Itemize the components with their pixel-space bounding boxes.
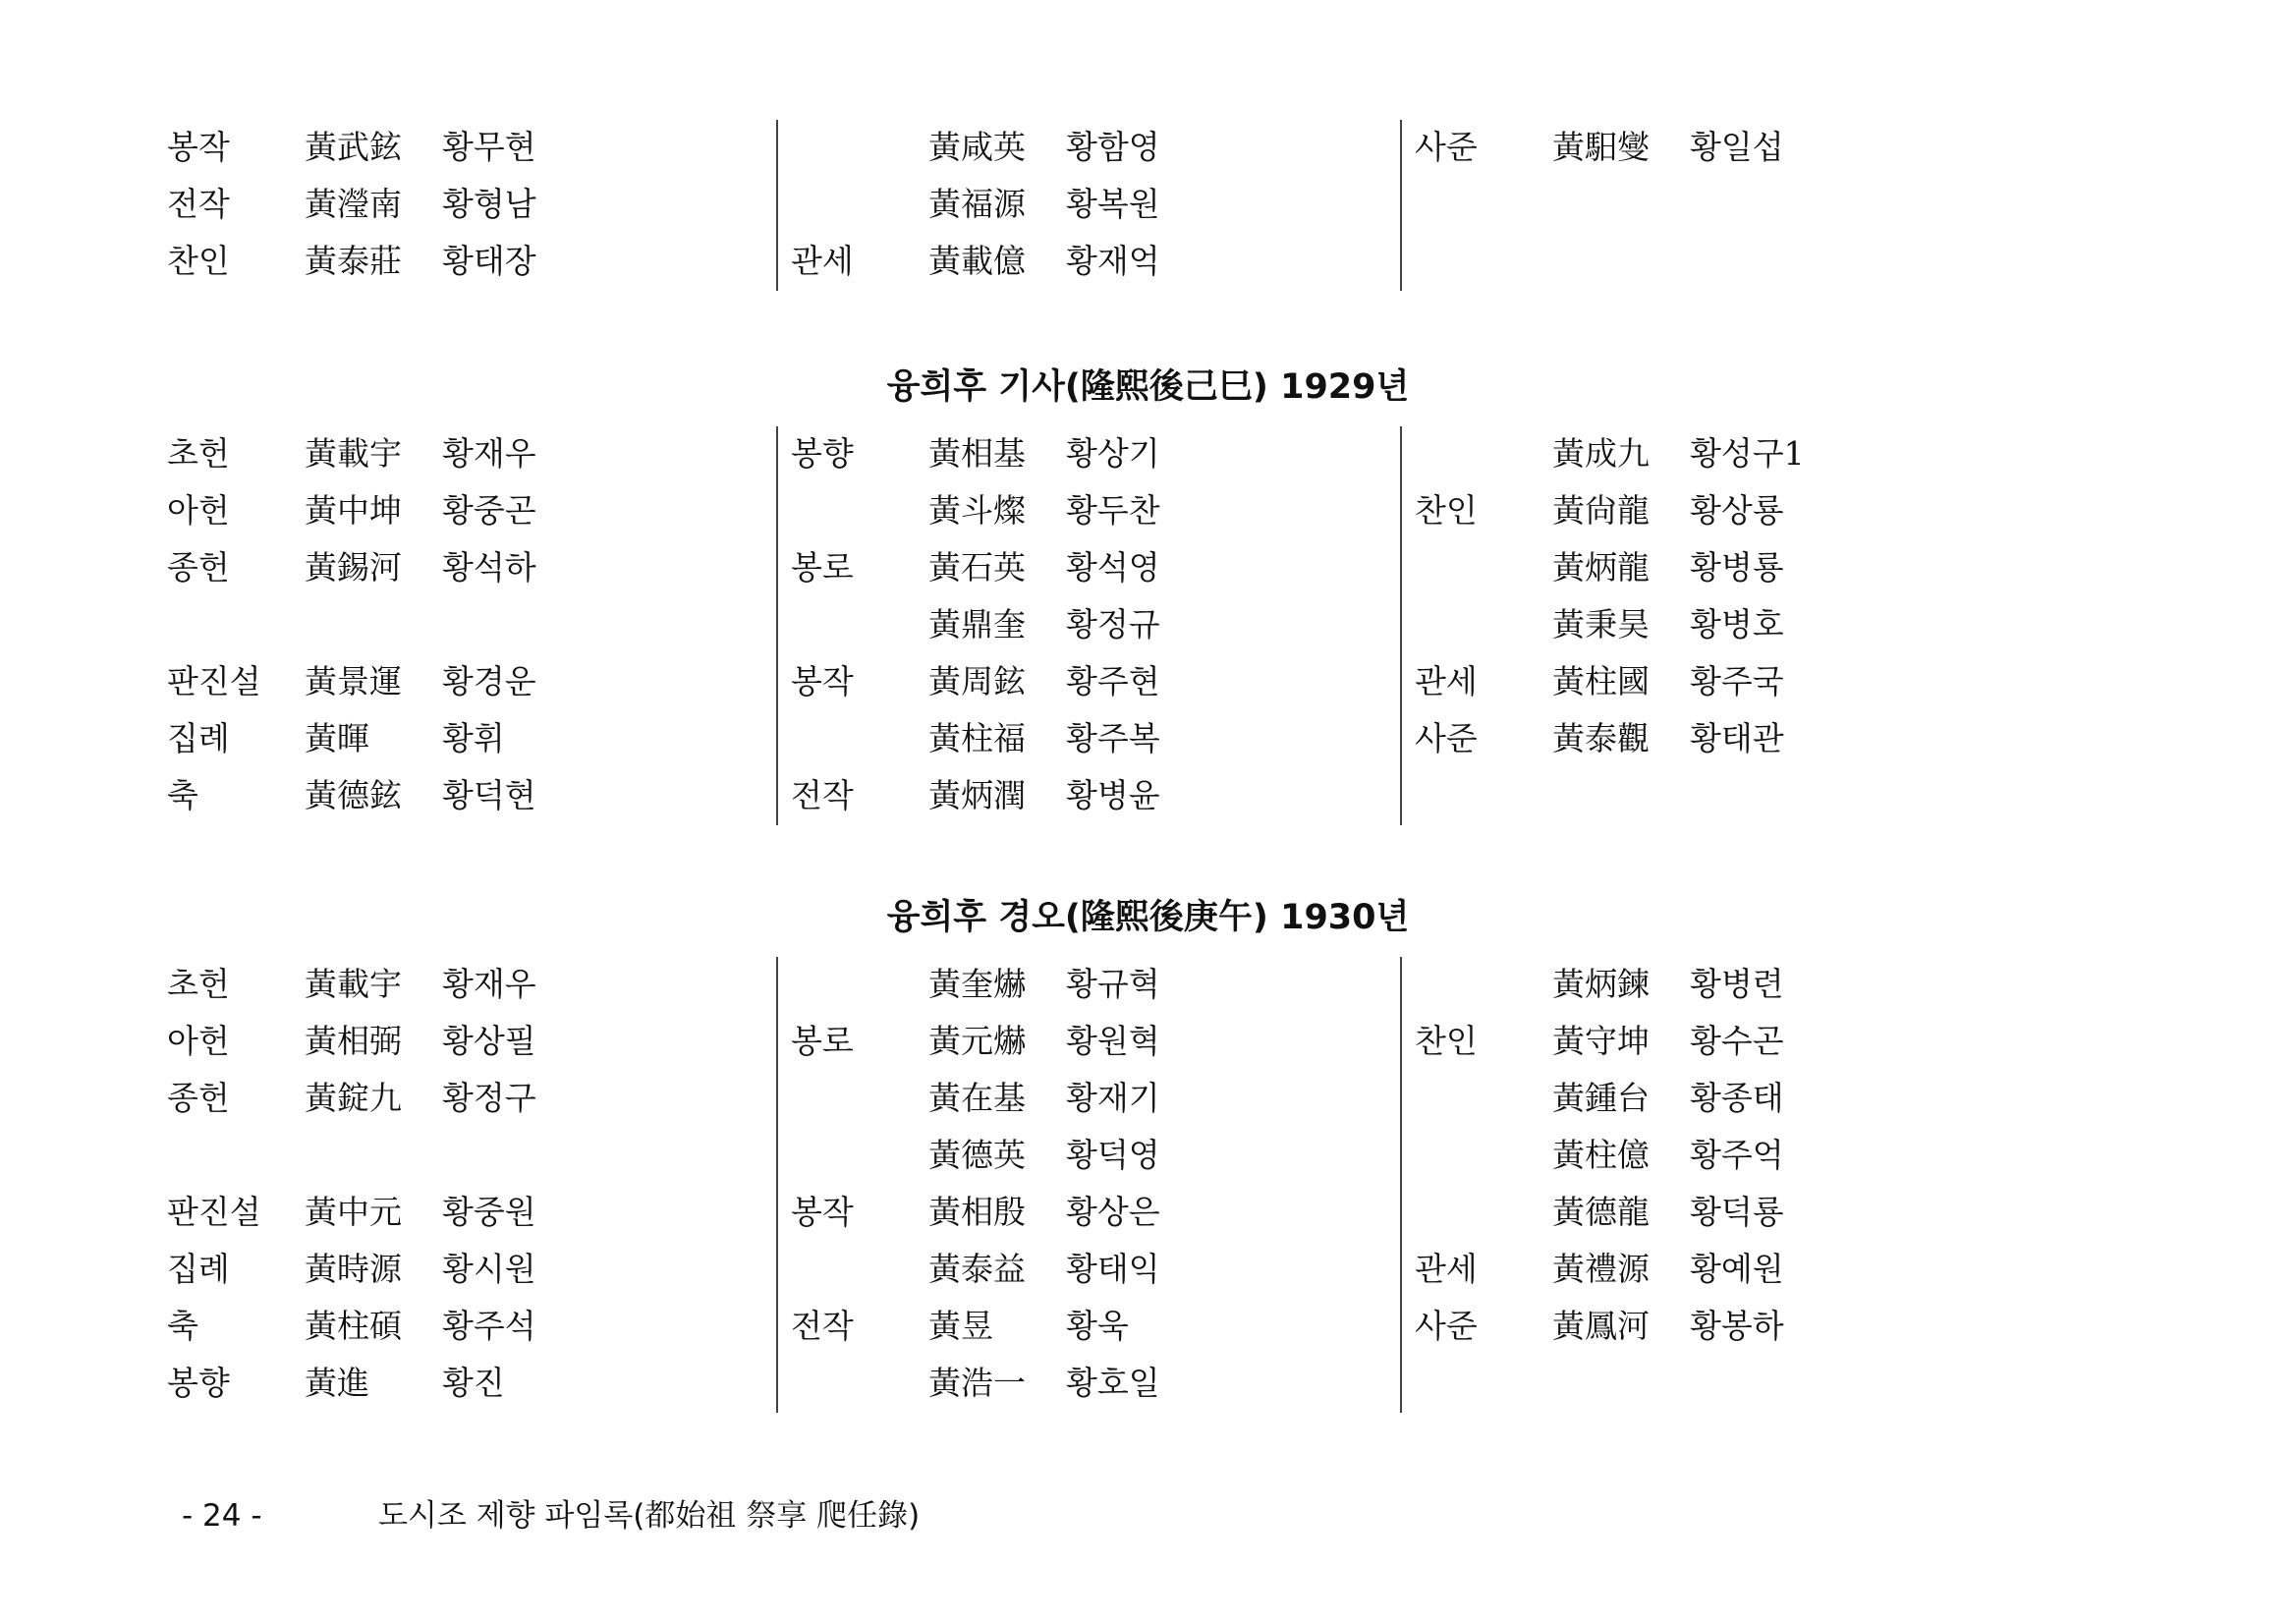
name-hanja: 黃鳳河 (1552, 1307, 1650, 1345)
name-hanja: 黃時源 (305, 1250, 402, 1288)
name-hanja: 黃尙龍 (1552, 491, 1650, 530)
role-label: 집례 (167, 719, 230, 757)
name-hangul: 황형남 (442, 185, 536, 223)
name-hanja: 黃景運 (305, 662, 402, 700)
page-number: - 24 - (182, 1498, 262, 1534)
role-label: 아헌 (167, 1022, 230, 1060)
name-hangul: 황주복 (1066, 719, 1160, 757)
column-divider (776, 957, 778, 1413)
name-hangul: 황태익 (1066, 1250, 1160, 1288)
name-hanja: 黃德鉉 (305, 776, 402, 814)
role-label: 축 (167, 776, 198, 814)
name-hanja: 黃錫河 (305, 548, 402, 587)
role-label: 집례 (167, 1250, 230, 1288)
name-hanja: 黃咸英 (928, 128, 1026, 166)
name-hanja: 黃暉 (305, 719, 369, 757)
name-hangul: 황상필 (442, 1022, 536, 1060)
section-title: 융희후 경오(隆熙後庚午) 1930년 (886, 898, 1410, 937)
name-hangul: 황상룡 (1690, 491, 1784, 530)
name-hanja: 黃柱福 (928, 719, 1026, 757)
name-hanja: 黃禮源 (1552, 1250, 1650, 1288)
role-label: 사준 (1415, 128, 1478, 166)
name-hanja: 黃泰莊 (305, 242, 402, 280)
name-hangul: 황병호 (1690, 605, 1784, 643)
role-label: 초헌 (167, 434, 230, 473)
name-hangul: 황진 (442, 1364, 505, 1402)
name-hangul: 황복원 (1066, 185, 1160, 223)
role-label: 전작 (791, 776, 854, 814)
name-hanja: 黃昱 (928, 1307, 993, 1345)
page-footer (0, 1491, 2296, 1540)
name-hangul: 황재우 (442, 965, 536, 1003)
name-hangul: 황재우 (442, 434, 536, 473)
name-hangul: 황주석 (442, 1307, 536, 1345)
name-hanja: 黃德龍 (1552, 1193, 1650, 1231)
name-hangul: 황중곤 (442, 491, 536, 530)
name-hanja: 黃中元 (305, 1193, 402, 1231)
name-hanja: 黃鍾台 (1552, 1079, 1650, 1117)
name-hanja: 黃中坤 (305, 491, 402, 530)
name-hanja: 黃錠九 (305, 1079, 402, 1117)
name-hanja: 黃鼎奎 (928, 605, 1026, 643)
role-label: 판진설 (167, 662, 261, 700)
name-hanja: 黃炳龍 (1552, 548, 1650, 587)
name-hanja: 黃斗燦 (928, 491, 1026, 530)
name-hanja: 黃瀅南 (305, 185, 402, 223)
name-hanja: 黃福源 (928, 185, 1026, 223)
name-hanja: 黃載億 (928, 242, 1026, 280)
name-hangul: 황주현 (1066, 662, 1160, 700)
name-hanja: 黃石英 (928, 548, 1026, 587)
name-hanja: 黃相殷 (928, 1193, 1026, 1231)
column-divider (1400, 120, 1402, 291)
name-hanja: 黃炳潤 (928, 776, 1026, 814)
name-hanja: 黃德英 (928, 1136, 1026, 1174)
name-hangul: 황재기 (1066, 1079, 1160, 1117)
name-hangul: 황호일 (1066, 1364, 1160, 1402)
name-hangul: 황무현 (442, 128, 536, 166)
name-hanja: 黃馹燮 (1552, 128, 1650, 166)
name-hangul: 황덕영 (1066, 1136, 1160, 1174)
name-hanja: 黃柱億 (1552, 1136, 1650, 1174)
column-divider (776, 426, 778, 825)
role-label: 사준 (1415, 1307, 1478, 1345)
book-title: 도시조 제향 파임록(都始祖 祭享 爬任錄) (378, 1498, 921, 1534)
name-hangul: 황석영 (1066, 548, 1160, 587)
role-label: 봉로 (791, 548, 854, 587)
name-hangul: 황예원 (1690, 1250, 1784, 1288)
name-hangul: 황주국 (1690, 662, 1784, 700)
name-hangul: 황덕룡 (1690, 1193, 1784, 1231)
role-label: 봉로 (791, 1022, 854, 1060)
role-label: 종헌 (167, 1079, 230, 1117)
column-divider (1400, 957, 1402, 1413)
role-label: 봉작 (167, 128, 230, 166)
name-hangul: 황정규 (1066, 605, 1160, 643)
role-label: 봉향 (791, 434, 854, 473)
name-hangul: 황종태 (1690, 1079, 1784, 1117)
section-title: 융희후 기사(隆熙後己巳) 1929년 (886, 367, 1410, 407)
name-hangul: 황두찬 (1066, 491, 1160, 530)
name-hangul: 황원혁 (1066, 1022, 1160, 1060)
role-label: 찬인 (167, 242, 230, 280)
name-hanja: 黃泰觀 (1552, 719, 1650, 757)
name-hangul: 황함영 (1066, 128, 1160, 166)
name-hangul: 황정구 (442, 1079, 536, 1117)
role-label: 봉작 (791, 1193, 854, 1231)
role-label: 찬인 (1415, 491, 1478, 530)
name-hanja: 黃進 (305, 1364, 369, 1402)
name-hanja: 黃在基 (928, 1079, 1026, 1117)
name-hangul: 황욱 (1066, 1307, 1129, 1345)
name-hangul: 황석하 (442, 548, 536, 587)
name-hangul: 황수곤 (1690, 1022, 1784, 1060)
name-hanja: 黃成九 (1552, 434, 1650, 473)
name-hanja: 黃秉昊 (1552, 605, 1650, 643)
name-hangul: 황봉하 (1690, 1307, 1784, 1345)
name-hangul: 황일섭 (1690, 128, 1784, 166)
name-hanja: 黃守坤 (1552, 1022, 1650, 1060)
role-label: 초헌 (167, 965, 230, 1003)
role-label: 봉향 (167, 1364, 230, 1402)
role-label: 종헌 (167, 548, 230, 587)
role-label: 전작 (791, 1307, 854, 1345)
name-hanja: 黃浩一 (928, 1364, 1026, 1402)
name-hanja: 黃相基 (928, 434, 1026, 473)
name-hanja: 黃元爀 (928, 1022, 1026, 1060)
name-hanja: 黃載宇 (305, 965, 402, 1003)
role-label: 봉작 (791, 662, 854, 700)
role-label: 판진설 (167, 1193, 261, 1231)
name-hangul: 황규혁 (1066, 965, 1160, 1003)
name-hanja: 黃相弼 (305, 1022, 402, 1060)
role-label: 관세 (1415, 662, 1478, 700)
name-hangul: 황시원 (442, 1250, 536, 1288)
name-hangul: 황휘 (442, 719, 505, 757)
role-label: 관세 (791, 242, 854, 280)
role-label: 관세 (1415, 1250, 1478, 1288)
name-hanja: 黃周鉉 (928, 662, 1026, 700)
name-hangul: 황병룡 (1690, 548, 1784, 587)
name-hanja: 黃炳鍊 (1552, 965, 1650, 1003)
name-hangul: 황덕현 (442, 776, 536, 814)
name-hangul: 황성구1 (1690, 434, 1805, 473)
name-hangul: 황병윤 (1066, 776, 1160, 814)
name-hangul: 황중원 (442, 1193, 536, 1231)
name-hanja: 黃柱國 (1552, 662, 1650, 700)
name-hanja: 黃載宇 (305, 434, 402, 473)
name-hangul: 황주억 (1690, 1136, 1784, 1174)
name-hanja: 黃武鉉 (305, 128, 402, 166)
name-hangul: 황태관 (1690, 719, 1784, 757)
name-hanja: 黃柱碩 (305, 1307, 402, 1345)
role-label: 사준 (1415, 719, 1478, 757)
role-label: 전작 (167, 185, 230, 223)
role-label: 축 (167, 1307, 198, 1345)
name-hangul: 황병련 (1690, 965, 1784, 1003)
name-hangul: 황상은 (1066, 1193, 1160, 1231)
role-label: 아헌 (167, 491, 230, 530)
name-hangul: 황태장 (442, 242, 536, 280)
name-hanja: 黃奎爀 (928, 965, 1026, 1003)
name-hanja: 黃泰益 (928, 1250, 1026, 1288)
column-divider (776, 120, 778, 291)
name-hangul: 황경운 (442, 662, 536, 700)
name-hangul: 황재억 (1066, 242, 1160, 280)
role-label: 찬인 (1415, 1022, 1478, 1060)
column-divider (1400, 426, 1402, 825)
name-hangul: 황상기 (1066, 434, 1160, 473)
